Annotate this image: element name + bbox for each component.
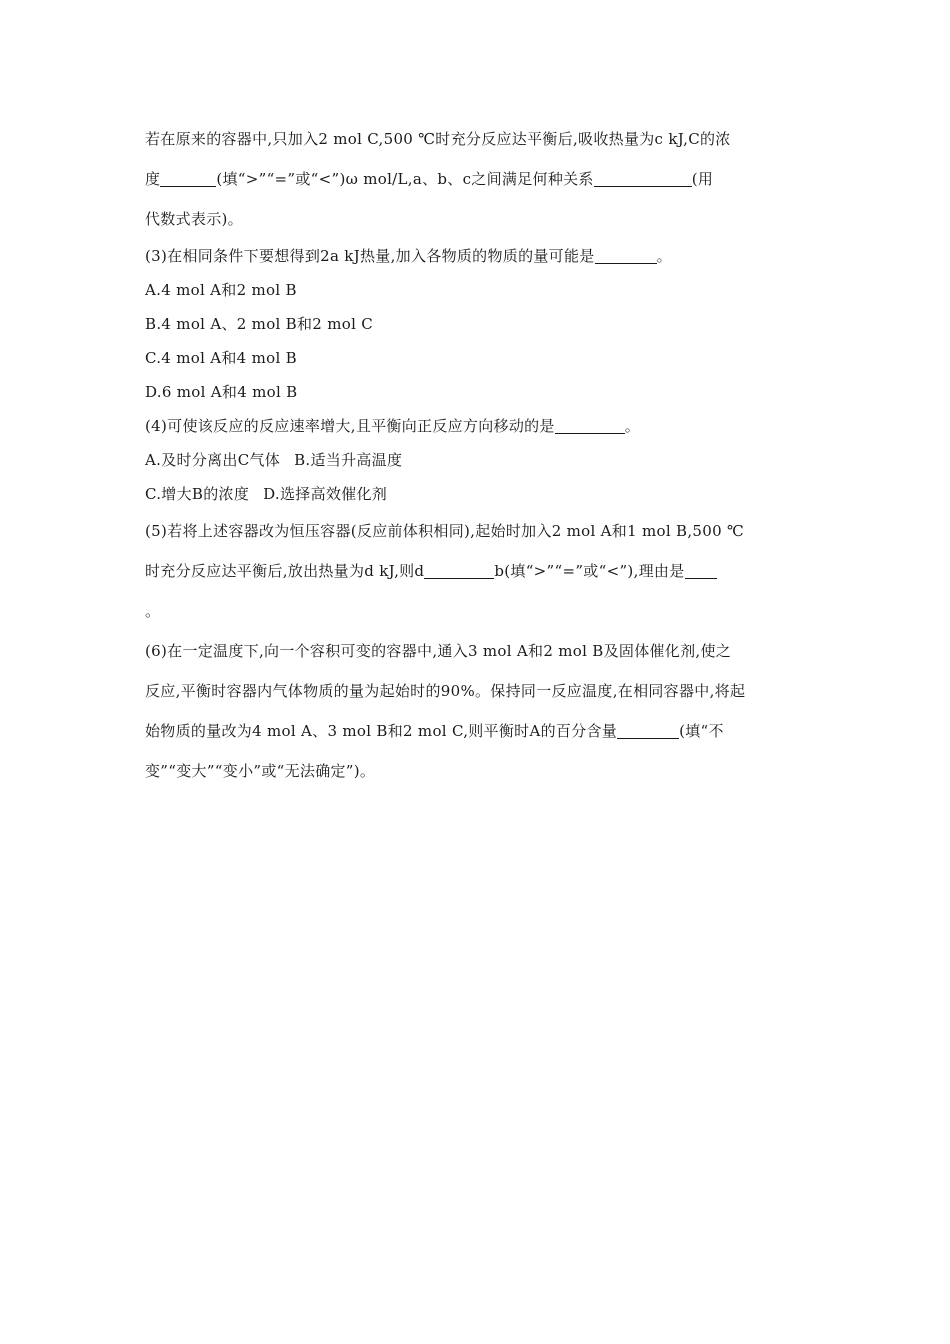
text-run: 变”“变大”“变小”或“无法确定”)。 (145, 762, 376, 780)
question-5-line (145, 556, 810, 586)
paragraph-line (145, 204, 810, 234)
answer-blank[interactable] (617, 721, 679, 739)
question-6-line (145, 676, 810, 706)
question-4-stem (145, 414, 810, 438)
text-run: 若在原来的容器中,只加入2 mol C,500 ℃时充分反应达平衡后,吸收热量为c kJ,C的浓 (145, 130, 731, 148)
option-text: A.4 mol A和2 mol B (145, 281, 297, 299)
answer-blank[interactable] (595, 246, 657, 264)
option-b (145, 312, 810, 336)
options-row (145, 482, 810, 506)
document-body (145, 124, 810, 796)
text-run: b(填“>”“=”或“<”),理由是 (494, 562, 685, 580)
paragraph-line (145, 164, 810, 194)
question-5-line (145, 596, 810, 626)
answer-blank[interactable] (594, 169, 692, 187)
text-run: (填“>”“=”或“<”)ω mol/L,a、b、c之间满足何种关系 (216, 170, 594, 188)
question-5-line (145, 516, 810, 546)
option-a (145, 278, 810, 302)
text-run: 。 (656, 247, 672, 265)
option-text: D.6 mol A和4 mol B (145, 383, 298, 401)
text-run: 代数式表示)。 (145, 210, 243, 228)
question-6-line (145, 756, 810, 786)
option-text: A.及时分离出C气体 (145, 451, 281, 469)
option-text: D.选择高效催化剂 (263, 485, 388, 503)
answer-blank[interactable] (685, 561, 717, 579)
option-text: C.增大B的浓度 (145, 485, 250, 503)
paragraph-line (145, 124, 810, 154)
text-run: 。 (145, 602, 161, 620)
option-c (145, 346, 810, 370)
question-6-line (145, 716, 810, 746)
option-d (145, 380, 810, 404)
text-run: (4)可使该反应的反应速率增大,且平衡向正反应方向移动的是 (145, 417, 555, 435)
option-text: B.适当升高温度 (294, 451, 403, 469)
text-run: 度 (145, 170, 161, 188)
option-text: B.4 mol A、2 mol B和2 mol C (145, 315, 374, 333)
answer-blank[interactable] (424, 561, 494, 579)
text-run: 始物质的量改为4 mol A、3 mol B和2 mol C,则平衡时A的百分含量 (145, 722, 618, 740)
text-run: (用 (691, 170, 714, 188)
text-run: (填“不 (679, 722, 724, 740)
text-run: (6)在一定温度下,向一个容积可变的容器中,通入3 mol A和2 mol B及固体催化剂,使之 (145, 642, 732, 660)
question-6-line (145, 636, 810, 666)
text-run: 。 (624, 417, 641, 435)
option-text: C.4 mol A和4 mol B (145, 349, 297, 367)
options-row (145, 448, 810, 472)
answer-blank[interactable] (160, 169, 216, 187)
text-run: 反应,平衡时容器内气体物质的量为起始时的90%。保持同一反应温度,在相同容器中,将起 (145, 682, 746, 700)
answer-blank[interactable] (555, 416, 625, 434)
text-run: 时充分反应达平衡后,放出热量为d kJ,则d (145, 562, 425, 580)
text-run: (5)若将上述容器改为恒压容器(反应前体积相同),起始时加入2 mol A和1 mol B,500 ℃ (145, 522, 745, 540)
text-run: (3)在相同条件下要想得到2a kJ热量,加入各物质的物质的量可能是 (145, 247, 595, 265)
question-3-stem (145, 244, 810, 268)
